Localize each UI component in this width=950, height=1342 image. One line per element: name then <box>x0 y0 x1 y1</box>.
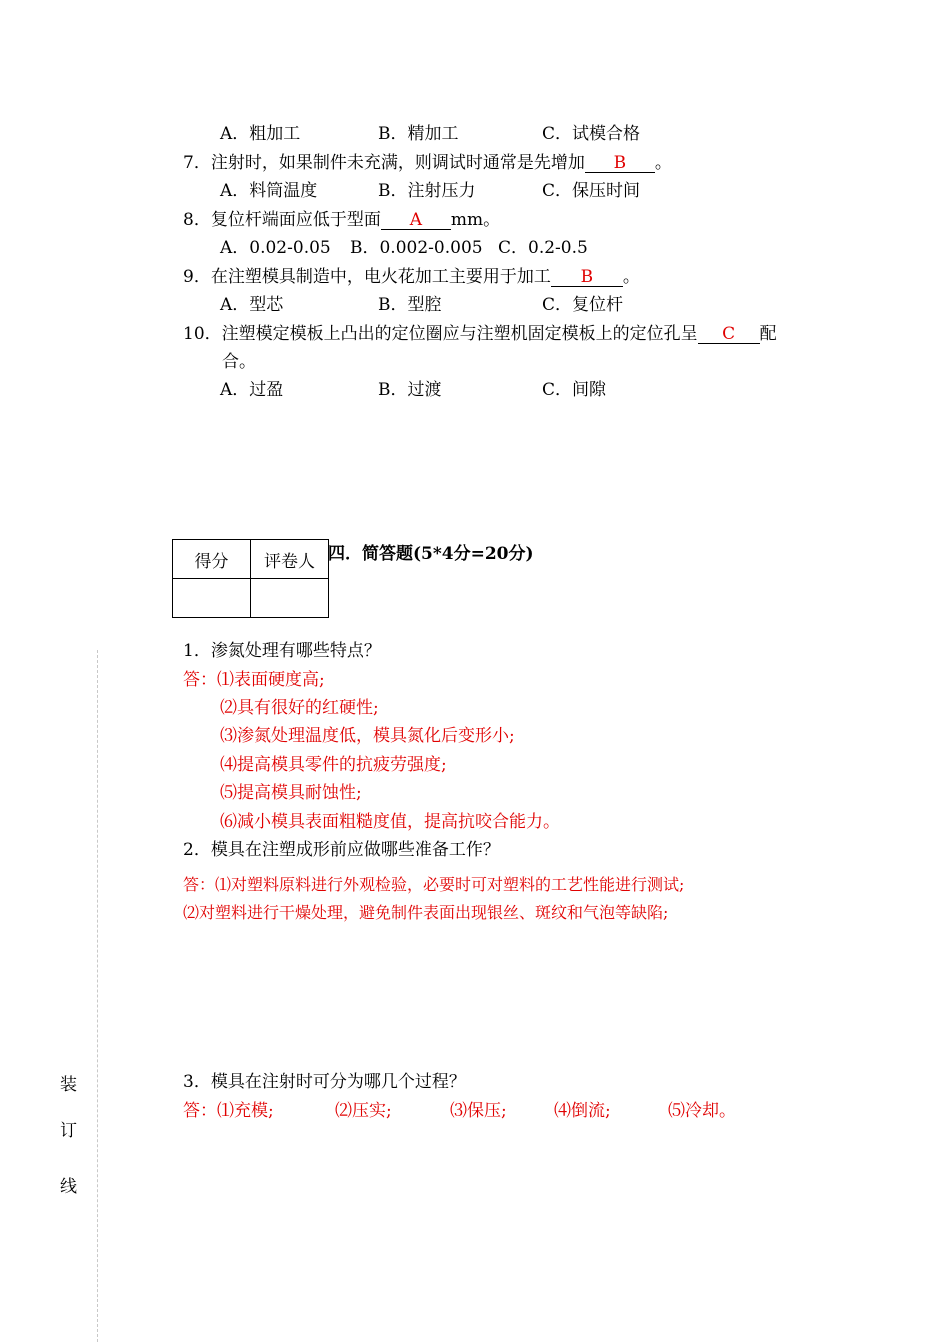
binding-dashed-line <box>97 650 98 1342</box>
question-8 <box>183 210 500 230</box>
question-7-text: 7．注射时，如果制件未充满，则调试时通常是先增加 <box>183 153 585 173</box>
answer-blank <box>381 211 451 230</box>
binding-char: 订 <box>60 1121 77 1141</box>
answer-line: 答：⑴充模; <box>183 1101 274 1121</box>
question-9-end: 。 <box>622 267 640 287</box>
answer-text: B <box>580 267 594 287</box>
score-header: 得分 <box>173 540 251 579</box>
answer-line: 答：⑴对塑料原料进行外观检验，必要时可对塑料的工艺性能进行测试; <box>183 875 685 894</box>
answer-text: B <box>613 153 627 173</box>
q10-option-c: C．间隙 <box>542 380 607 400</box>
question-10-continuation: 合。 <box>222 352 256 372</box>
question-7 <box>183 153 672 173</box>
short-question-1: 1．渗氮处理有哪些特点？ <box>183 641 381 661</box>
answer-item: ⑵压实; <box>335 1101 392 1121</box>
question-10-end: 配 <box>759 324 777 344</box>
q6-option-b: B．精加工 <box>378 124 459 144</box>
q7-option-b: B．注射压力 <box>378 181 476 201</box>
q9-option-a: A．型芯 <box>220 295 284 315</box>
answer-line: ⑸提高模具耐蚀性; <box>220 783 362 803</box>
score-table <box>172 539 329 618</box>
q9-option-b: B．型腔 <box>378 295 442 315</box>
q10-option-b: B．过渡 <box>378 380 442 400</box>
answer-item: ⑸冷却。 <box>668 1101 736 1121</box>
question-9-text: 9．在注塑模具制造中，电火花加工主要用于加工 <box>183 267 551 287</box>
binding-char: 装 <box>60 1075 77 1095</box>
q8-option-a: A．0.02-0.05 <box>220 238 331 258</box>
question-9 <box>183 267 640 287</box>
grader-header: 评卷人 <box>251 540 329 579</box>
answer-text: C <box>722 324 736 344</box>
question-8-end: mm。 <box>450 210 501 230</box>
q8-option-b: B．0.002-0.005 <box>350 238 483 258</box>
grader-cell[interactable] <box>251 579 329 618</box>
answer-blank <box>585 154 655 173</box>
q6-option-a: A．粗加工 <box>220 124 301 144</box>
answer-item: ⑶保压; <box>450 1101 507 1121</box>
q10-option-a: A．过盈 <box>220 380 284 400</box>
q7-option-c: C．保压时间 <box>542 181 641 201</box>
answer-line: 答：⑴表面硬度高; <box>183 670 325 690</box>
answer-line: ⑵对塑料进行干燥处理，避免制件表面出现银丝、斑纹和气泡等缺陷; <box>183 903 669 922</box>
short-question-2: 2．模具在注塑成形前应做哪些准备工作？ <box>183 840 500 860</box>
binding-char: 线 <box>60 1177 77 1197</box>
question-8-text: 8．复位杆端面应低于型面 <box>183 210 381 230</box>
answer-item: ⑷倒流; <box>554 1101 611 1121</box>
answer-line: ⑹减小模具表面粗糙度值，提高抗咬合能力。 <box>220 812 560 832</box>
score-cell[interactable] <box>173 579 251 618</box>
answer-blank <box>551 268 623 287</box>
short-question-3: 3．模具在注射时可分为哪几个过程？ <box>183 1072 466 1092</box>
section-heading: 四．简答题(5*4分=20分) <box>328 544 534 564</box>
q8-option-c: C．0.2-0.5 <box>498 238 588 258</box>
answer-line: ⑵具有很好的红硬性; <box>220 698 379 718</box>
q6-option-c: C．试模合格 <box>542 124 641 144</box>
answer-line: ⑶渗氮处理温度低，模具氮化后变形小; <box>220 726 515 746</box>
question-7-end: 。 <box>654 153 672 173</box>
q9-option-c: C．复位杆 <box>542 295 624 315</box>
q7-option-a: A．料筒温度 <box>220 181 318 201</box>
question-10-text: 10．注塑模定模板上凸出的定位圈应与注塑机固定模板上的定位孔呈 <box>183 324 698 344</box>
answer-line: ⑷提高模具零件的抗疲劳强度; <box>220 755 447 775</box>
question-10 <box>183 324 777 344</box>
answer-text: A <box>409 210 422 230</box>
answer-blank <box>698 325 760 344</box>
